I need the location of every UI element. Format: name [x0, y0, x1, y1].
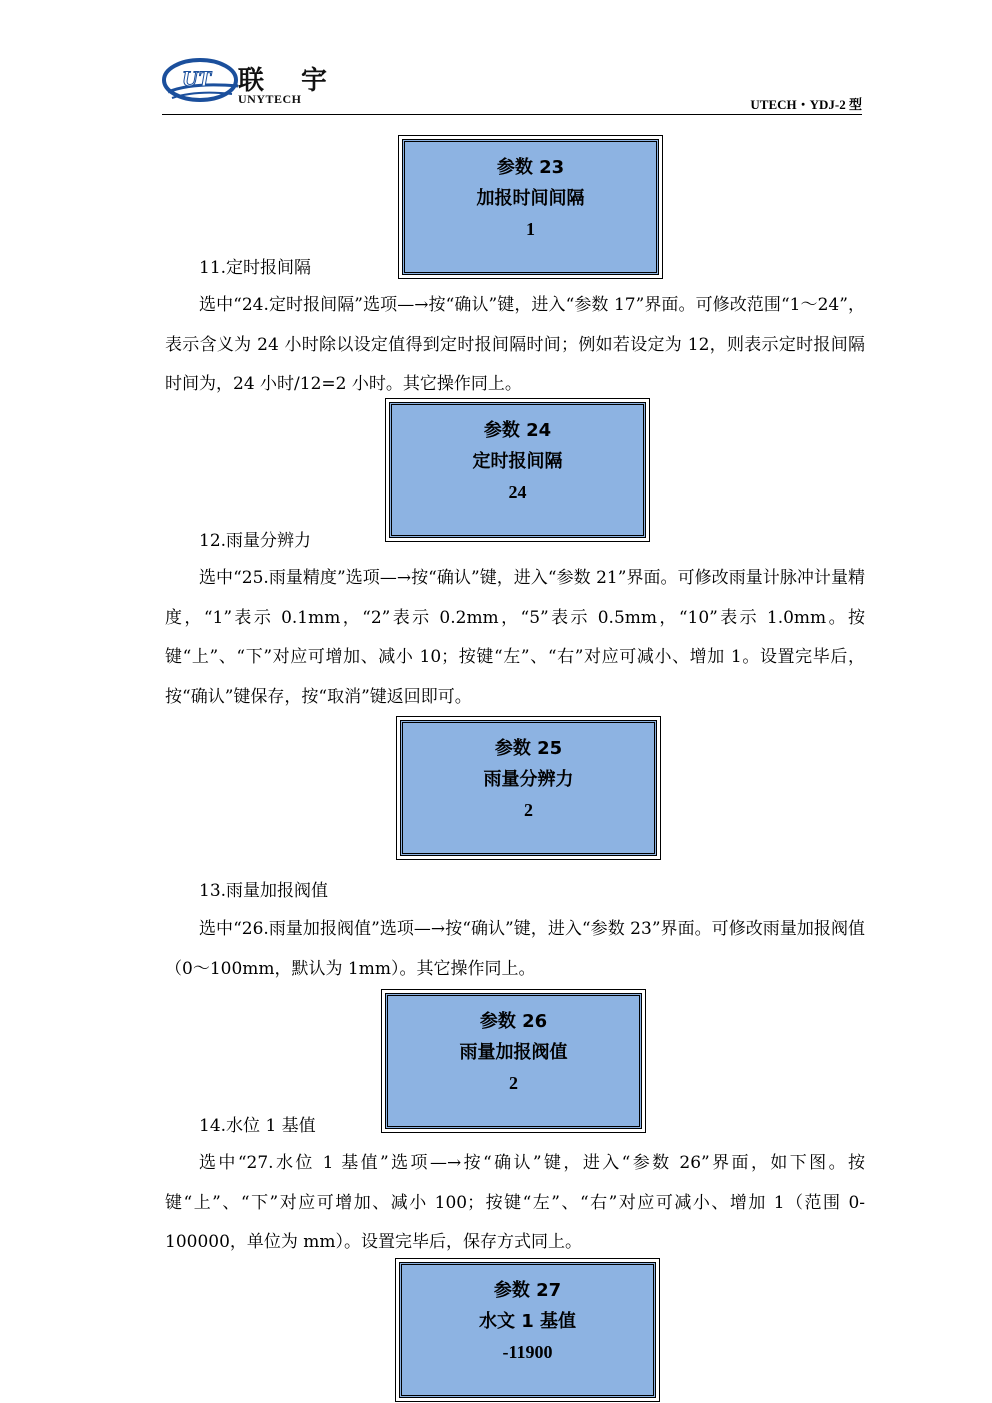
panel-value: -11900	[502, 1342, 553, 1362]
panel-value: 1	[526, 219, 535, 239]
lcd-panel-26	[385, 993, 642, 1129]
panel-value: 24	[508, 482, 527, 502]
page-header	[162, 52, 862, 116]
unytech-logo-icon	[162, 52, 242, 108]
panel-title: 参数 26	[479, 1011, 548, 1032]
panel-name: 加报时间间隔	[476, 188, 585, 209]
lcd-panel-25	[400, 720, 657, 856]
header-divider	[162, 114, 862, 115]
panel-title: 参数 24	[483, 420, 552, 441]
panel-value: 2	[509, 1073, 518, 1093]
panel-title: 参数 27	[493, 1280, 562, 1301]
panel-name: 水文 1 基值	[478, 1311, 577, 1332]
panel-name: 雨量加报阀值	[459, 1042, 568, 1063]
panel-title: 参数 23	[496, 157, 565, 178]
model-label: UTECH・YDJ-2 型	[750, 97, 862, 112]
lcd-panel-23	[402, 139, 659, 275]
panel-name: 雨量分辨力	[483, 769, 574, 790]
panel-value: 2	[524, 800, 533, 820]
section-body: 选中“24.定时报间隔”选项—→按“确认”键，进入“参数 17”界面。可修改范围“1～24”，表示含义为 24 小时除以设定值得到定时报间隔时间；例如若设定为 12，则表示定时报间隔时间为，24 小时/12=2 小时。其它操作同上。	[165, 295, 865, 394]
section-heading: 11.定时报间隔	[199, 258, 312, 278]
section-body: 选中“26.雨量加报阀值”选项—→按“确认”键，进入“参数 23”界面。可修改雨量加报阀值（0～100mm，默认为 1mm）。其它操作同上。	[165, 919, 865, 979]
section-heading: 12.雨量分辨力	[199, 531, 312, 551]
lcd-panel-24	[389, 402, 646, 538]
section-body: 选中“27.水位 1 基值”选项—→按“确认”键，进入“参数 26”界面，如下图。按键“上”、“下”对应可增加、减小 100；按键“左”、“右”对应可减小、增加 1（范围 0-100000，单位为 mm）。设置完毕后，保存方式同上。	[165, 1153, 865, 1252]
panel-title: 参数 25	[494, 738, 563, 759]
brand-name-cn: 联 宇	[238, 66, 342, 96]
brand-name-en: UNYTECH	[238, 92, 302, 106]
lcd-panel-27	[399, 1262, 656, 1398]
logo-mark: UT	[182, 66, 212, 91]
section-heading: 13.雨量加报阀值	[199, 881, 329, 901]
section-body: 选中“25.雨量精度”选项—→按“确认”键，进入“参数 21”界面。可修改雨量计脉冲计量精度，“1”表示 0.1mm，“2”表示 0.2mm，“5”表示 0.5mm，“10”表示 1.0mm。按键“上”、“下”对应可增加、减小 10；按键“左”、“右”对应可减小、增加 1。设置完毕后，按“确认”键保存，按“取消”键返回即可。	[165, 568, 866, 707]
panel-name: 定时报间隔	[472, 451, 563, 472]
section-heading: 14.水位 1 基值	[199, 1116, 316, 1136]
